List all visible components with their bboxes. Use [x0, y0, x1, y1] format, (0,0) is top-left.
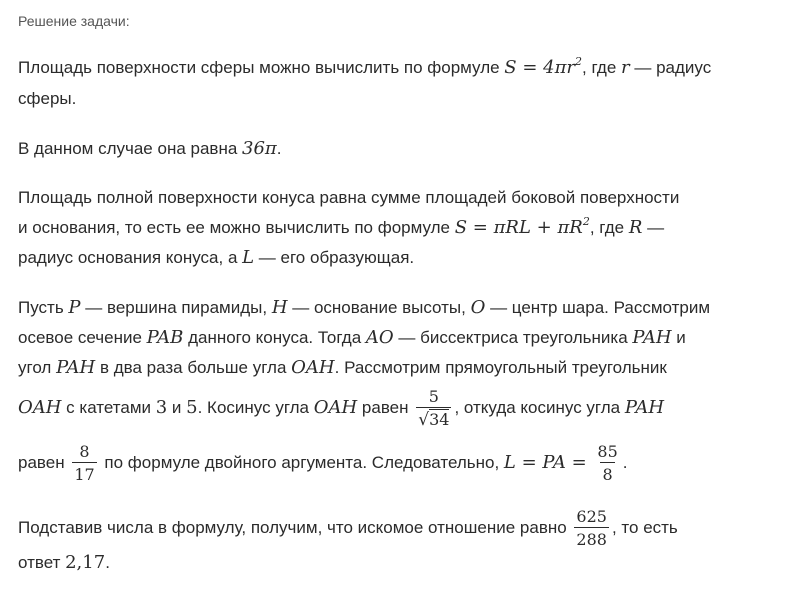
text: , где	[582, 58, 622, 77]
text: и основания, то есть ее можно вычислить по формуле	[18, 218, 455, 237]
paragraph-area-value	[18, 138, 281, 160]
math-OAH: OAH	[18, 397, 62, 418]
math-OAH: OAH	[291, 357, 335, 378]
fraction-cos-pah: $\frac{8}{17}$	[74, 442, 95, 485]
paragraph-sphere-line-1	[18, 57, 711, 79]
fraction-L-value: $\frac{85}{8}$	[597, 442, 618, 485]
math-PAH: PAH	[632, 327, 672, 348]
math-var-H: H	[271, 297, 288, 318]
paragraph-cone-line-1: Площадь полной поверхности конуса равна сумме площадей боковой поверхности	[18, 188, 680, 207]
math-var-O: O	[470, 297, 486, 318]
final-answer: 2,17	[65, 552, 106, 573]
math-num-5: 5	[186, 397, 198, 418]
text: — его образующая.	[254, 248, 415, 267]
fraction-cos-oah: $\frac{5}{√34}$	[418, 387, 450, 431]
paragraph-pyramid-line-5: равен $\frac{8}{17}$ по формуле двойного аргумента. Следовательно, L = PA = $\frac{85}{8}$ .	[18, 442, 628, 485]
paragraph-pyramid-line-3: угол PAH в два раза больше угла OAH. Рассмотрим прямоугольный треугольник	[18, 357, 667, 378]
formula-sphere-area: $S = 4\pi r^2$	[504, 55, 583, 78]
math-var-P: P	[68, 297, 81, 318]
paragraph-answer-line-1: Подставив числа в формулу, получим, что искомое отношение равно $\frac{625}{288}$ , то есть	[18, 507, 678, 550]
paragraph-cone-line-3	[18, 247, 414, 269]
paragraph-pyramid-line-4: OAH с катетами 3 и 5. Косинус угла OAH равен $\frac{5}{√34}$ , откуда косинус угла PAH	[18, 387, 665, 431]
paragraph-answer-line-2: ответ 2,17.	[18, 552, 110, 573]
fraction-ratio: $\frac{625}{288}$	[576, 507, 607, 550]
text: , где	[589, 218, 629, 237]
math-AO: AO	[365, 327, 394, 348]
math-L-equation: L = PA =	[503, 452, 593, 473]
math-PAH: PAH	[624, 397, 665, 418]
solution-header: Решение задачи:	[18, 13, 130, 29]
math-PAH: PAH	[56, 357, 96, 378]
math-var-R: R	[628, 217, 643, 238]
text: .	[276, 139, 282, 158]
text: Площадь поверхности сферы можно вычислить по формуле	[18, 58, 505, 77]
paragraph-cone-line-2	[18, 217, 664, 239]
paragraph-pyramid-line-2: осевое сечение PAB данного конуса. Тогда AO — биссектриса треугольника PAH и	[18, 327, 686, 348]
text: —	[642, 218, 665, 237]
text: радиус основания конуса, а	[18, 248, 243, 267]
math-num-3: 3	[155, 397, 168, 418]
math-var-L: L	[242, 247, 255, 268]
paragraph-sphere-line-2: сферы.	[18, 89, 77, 108]
math-var-r: r	[621, 57, 630, 78]
math-PAB: PAB	[146, 327, 184, 348]
text: — радиус	[629, 58, 712, 77]
math-OAH: OAH	[313, 397, 358, 418]
paragraph-pyramid-line-1: Пусть P — вершина пирамиды, H — основание высоты, O — центр шара. Рассмотрим	[18, 297, 711, 318]
formula-cone-area: $S = \pi RL + \pi R^2$	[454, 215, 590, 238]
math-area-value: 36π	[242, 138, 277, 159]
text: В данном случае она равна	[18, 139, 243, 158]
